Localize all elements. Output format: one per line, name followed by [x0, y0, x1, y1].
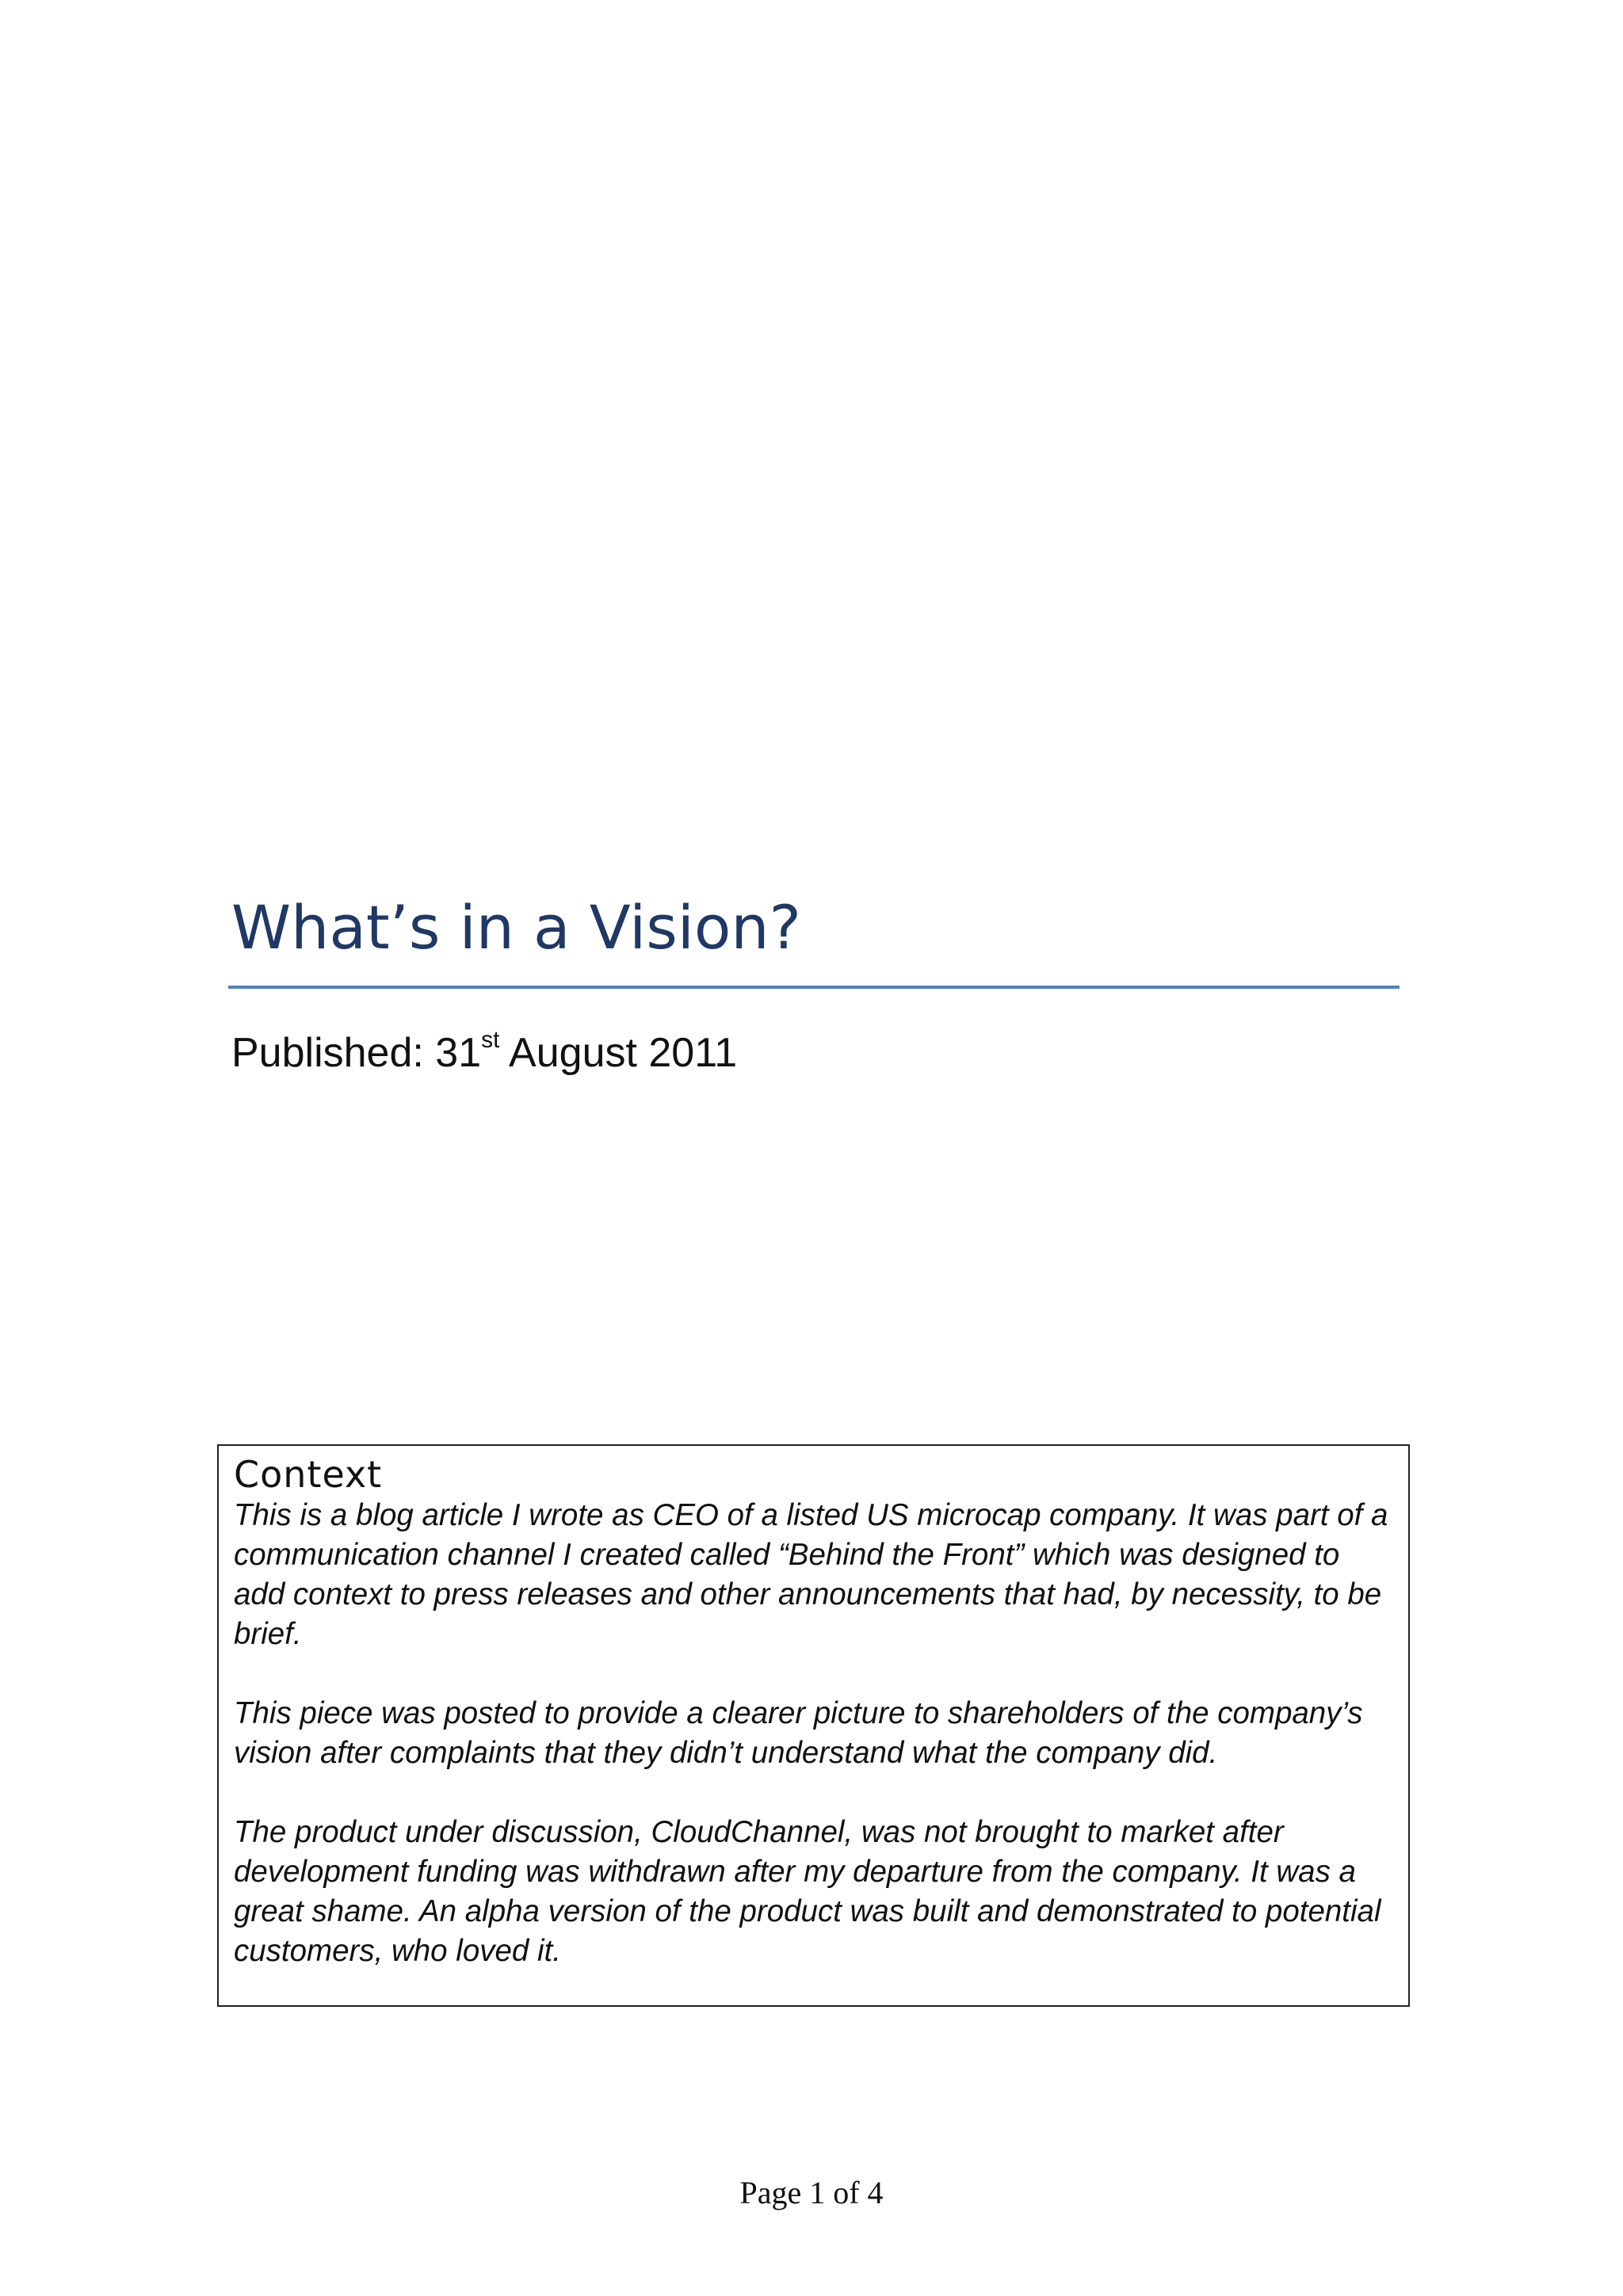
context-paragraph: The product under discussion, CloudChannel, was not brought to market after development funding was withdrawn after my departure from the company. It was a great shame. An alpha version of the product was built and demonstrated to potential customers, who loved it. [234, 1814, 1381, 1968]
published-date [231, 1028, 737, 1077]
context-paragraph: This piece was posted to provide a clearer picture to shareholders of the company’s vision after complaints that they didn’t understand what the company did. [234, 1695, 1363, 1770]
context-heading: Context [234, 1453, 383, 1496]
published-label: Published: 31 [231, 1030, 482, 1076]
title-underline-rule [228, 986, 1400, 989]
published-month-year: August 2011 [499, 1030, 738, 1076]
context-box [217, 1444, 1410, 2007]
document-title: What’s in a Vision? [231, 892, 801, 963]
context-paragraph: This is a blog article I wrote as CEO of a listed US microcap company. It was part of a communication channel I created called “Behind the Front” which was designed to add context to press releases and other announcements that had, by necessity, to be brief. [234, 1497, 1388, 1651]
published-ordinal-suffix: st [481, 1027, 500, 1053]
page-number-footer: Page 1 of 4 [739, 2175, 884, 2210]
